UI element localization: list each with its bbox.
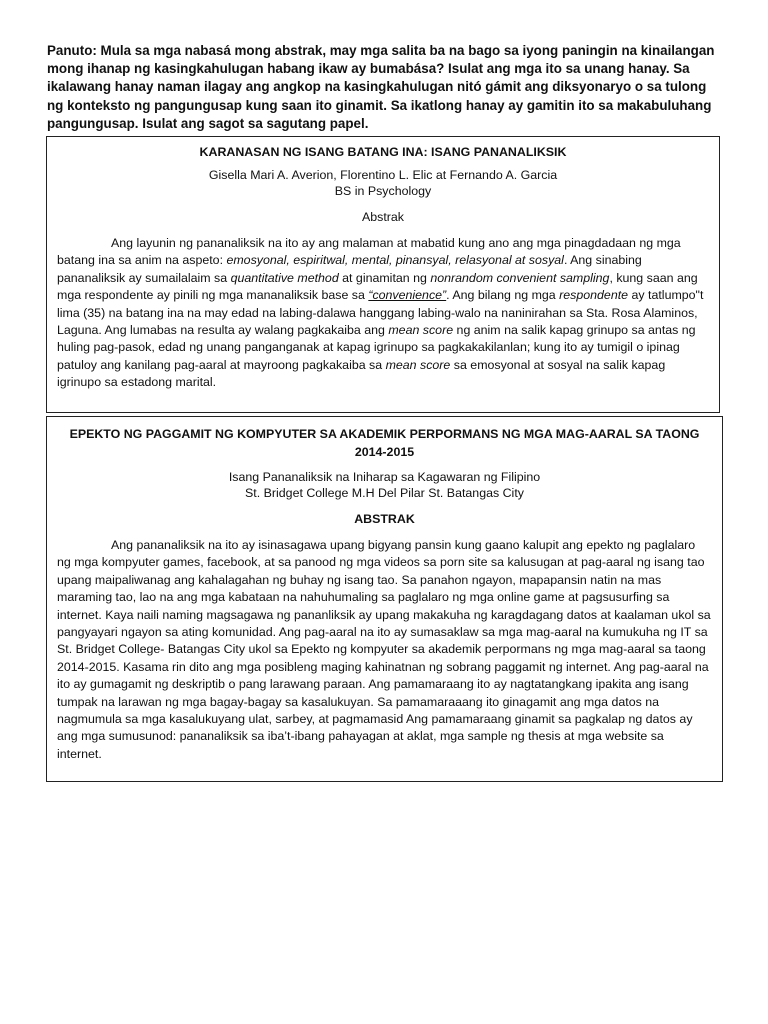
abstract-box-1	[46, 136, 720, 413]
abstract1-text-8: sa emosyonal at sosyal na salik kapag igrinupo sa estadong marital.	[57, 357, 666, 390]
abstract1-text-1: Ang layunin ng pananaliksik na ito ay ang malaman at mabatid kung ano ang mga pinagdadaan ng mga batang ina sa anim na aspeto:	[57, 236, 681, 268]
abstract1-text-4: , kung saan ang mga respondente ay pinili ng mga mananaliksik base sa	[57, 270, 698, 303]
abstract1-heading: Abstrak	[361, 210, 404, 224]
abstract1-text-6: ay tatlumpo"t lima (35) na batang ina na may edad na labing-dalawa hanggang labing-walo na naninirahan sa Sta. Rosa Alaminos, Laguna. Ang lumabas na resulta ay walang pagkakaiba ang	[57, 288, 704, 338]
abstract1-italic-1: emosyonal, espiritwal, mental, pinansyal, relasyonal at sosyal	[226, 253, 564, 268]
abstract1-text-2: . Ang sinabing pananaliksik ay sumailalaim sa	[57, 253, 642, 285]
abstract1-italic-5: respondente	[559, 288, 629, 303]
abstract1-authors: Gisella Mari A. Averion, Florentino L. Elic at Fernando A. Garcia	[208, 168, 558, 182]
abstract-box-2	[46, 416, 723, 782]
abstract1-body	[57, 235, 709, 392]
abstract2-body: Ang pananaliksik na ito ay isinasagawa upang bigyang pansin kung gaano kalupit ang epekto ng paglalaro ng mga kompyuter games, facebook, at sa panood ng mga videos sa porn site sa kalusugan at pag-aaral ng isang tao upang maipaliwanag ang kahalagahan ng buhay ng isang tao. Sa panahon ngayon, mapapansin natin na mas maraming tao, lao na ang mga kabataan na nahuhumaling sa paglalaro ng mga online game at pagsusurfing sa internet. Kaya naili naming magsagawa ng pananliksik ay upang makakuha ng karagdagang datos at kaalaman ukol sa pangyayari ngayon sa ating komunidad. Ang pag-aaral na ito ay sumasaklaw sa mga mag-aaral na kumukuha ng IT sa St. Bridget College- Batangas City ukol sa Epekto ng kompyuter sa akademik perpormans ng mga mag-aaral sa taong 2014-2015. Kasama rin dito ang mga posibleng maging kahinatnan ng sobrang paggamit ng internet. Ang pag-aaral na ito ay gumagamit ng deskriptib o pang larawang paraan. Ang pamamaraang ito ay nagtatangkang ipakita ang isang tumpak na larawan ng mga bagay-bagay sa kasalukuyan. Sa pamamaraaang ito ginagamit ang mga datos na nagmumula sa mga kasalukuyang ulat, sarbey, at pagmamasid Ang pamamaraang ginamit sa pagkalap ng datos ay ang mga sumusunod: pananaliksik sa iba’t-ibang pahayagan at aklat, mga sample ng thesis at mga website sa internet.	[57, 538, 711, 761]
instructions-text: Panuto: Mula sa mga nabasá mong abstrak, may mga salita ba na bago sa iyong paningin na kinailangan mong ihanap ng kasingkahulugan habang ikaw ay bumabása? Isulat ang mga ito sa unang hanay. Sa ikalawang hanay naman ilagay ang angkop na kasingkahulugan nitó gámit ang diksyonaryo o sa tulong ng konteksto ng pangungusap kung saan ito ginamit. Sa ikatlong hanay ay gamitin ito sa makabuluhang pangungusap. Isulat ang sagot sa sagutang papel.	[47, 43, 715, 131]
abstract1-italic-7: mean score	[385, 357, 451, 372]
abstract2-institution: St. Bridget College M.H Del Pilar St. Batangas City	[245, 486, 524, 500]
abstract1-italic-2: quantitative method	[230, 270, 339, 285]
abstract1-text-7: ng anim na salik kapag grinupo sa antas ng huling pag-pasok, edad ng unang panganganak at kapag igrinupo sa pagkakakilanlan; kung ito ay tumigil o ipinag patuloy ang kanilang pag-aaral at mayroong pagkakaiba sa	[57, 323, 696, 372]
abstract2-heading: ABSTRAK	[354, 512, 415, 526]
abstract1-italic-3: nonrandom convenient sampling	[430, 270, 610, 285]
abstract1-text-3: at ginamitan ng	[338, 270, 431, 285]
abstract1-text-5: . Ang bilang ng mga	[446, 288, 560, 303]
abstract1-underlined: “convenience”	[368, 288, 447, 303]
abstract1-italic-6: mean score	[388, 323, 454, 338]
abstract1-title: KARANASAN NG ISANG BATANG INA: ISANG PANANALIKSIK	[199, 145, 567, 159]
abstract1-program: BS in Psychology	[334, 184, 432, 198]
abstract2-subtitle: Isang Pananaliksik na Iniharap sa Kagawaran ng Filipino	[228, 470, 541, 484]
abstract2-title: EPEKTO NG PAGGAMIT NG KOMPYUTER SA AKADEMIK PERPORMANS NG MGA MAG-AARAL SA TAONG 2014-2015	[69, 427, 700, 459]
